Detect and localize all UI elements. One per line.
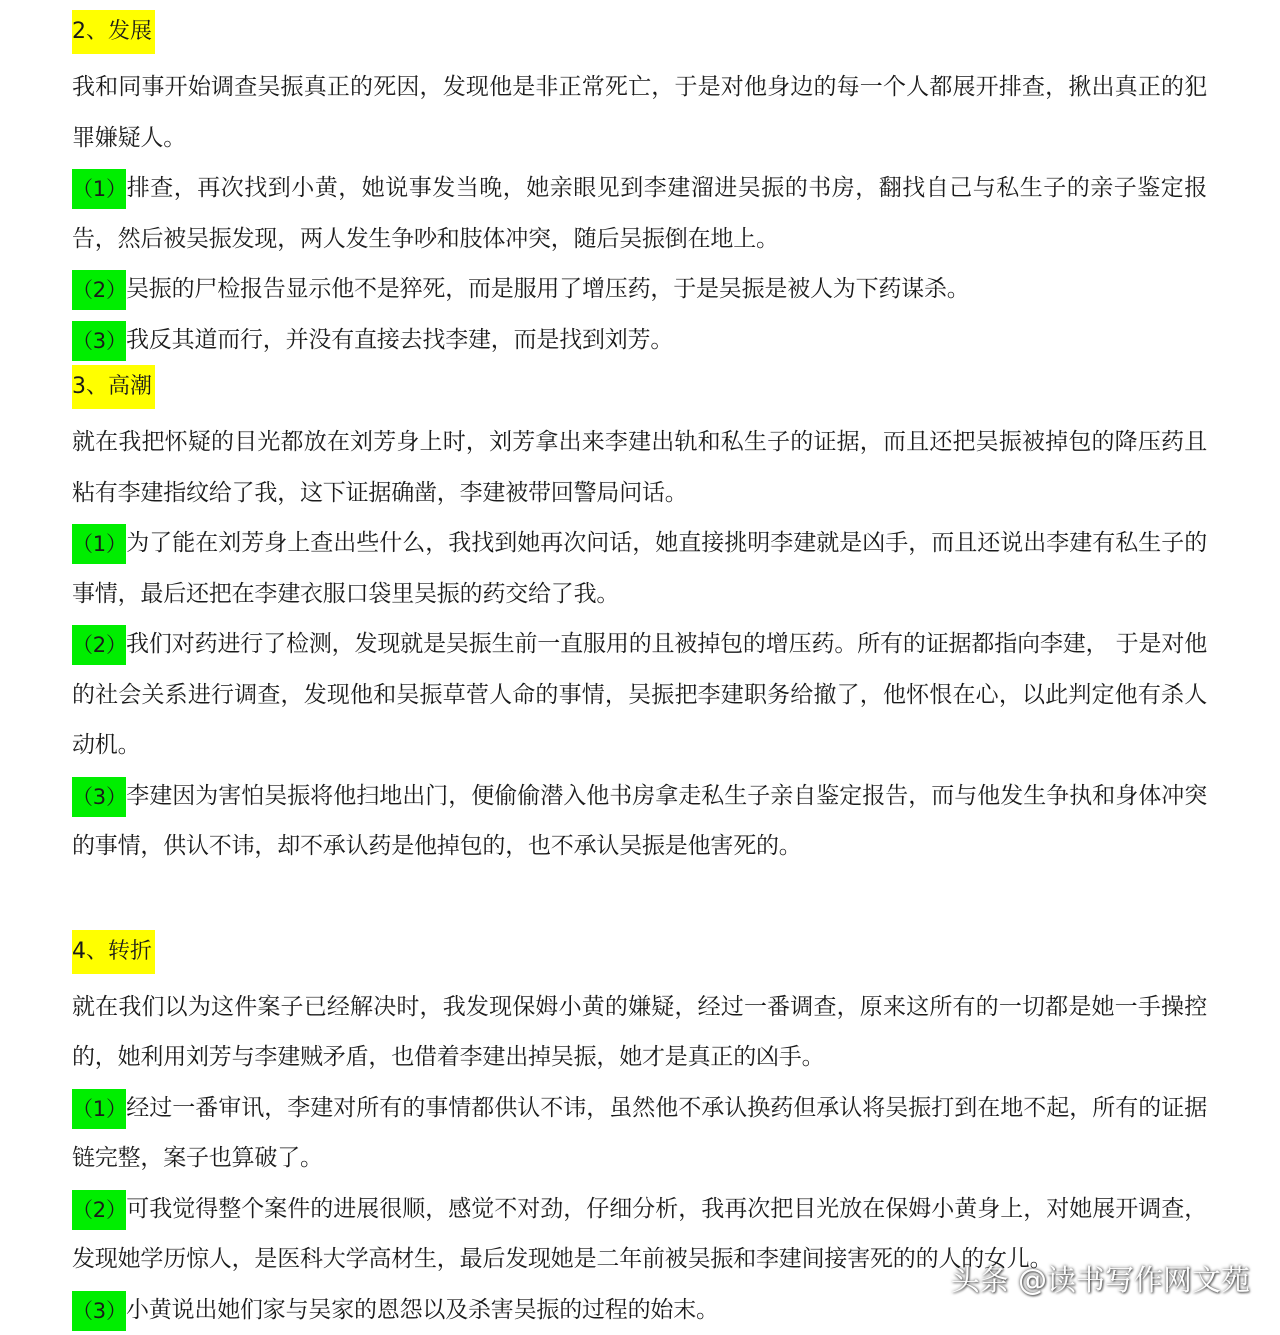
item-text: 经过一番审讯，李建对所有的事情都供认不讳，虽然他不承认换药但承认将吴振打到在地不起，所有的证据链完整，案子也算破了。 bbox=[72, 1095, 1207, 1172]
heading-highlight: 4、转折 bbox=[72, 930, 155, 974]
item-number-tag: （2） bbox=[72, 625, 126, 665]
list-item bbox=[72, 619, 1207, 771]
section-intro: 就在我把怀疑的目光都放在刘芳身上时，刘芳拿出来李建出轨和私生子的证据，而且还把吴振被掉包的降压药且粘有李建指纹给了我，这下证据确凿，李建被带回警局问话。 bbox=[72, 417, 1207, 518]
item-text: 可我觉得整个案件的进展很顺，感觉不对劲，仔细分析，我再次把目光放在保姆小黄身上，对她展开调查，发现她学历惊人，是医科大学高材生，最后发现她是二年前被吴振和李建间接害死的的人的女儿。 bbox=[72, 1196, 1207, 1273]
item-number-tag: （2） bbox=[72, 270, 126, 310]
item-text: 吴振的尸检报告显示他不是猝死，而是服用了增压药，于是吴振是被人为下药谋杀。 bbox=[126, 276, 970, 302]
heading-highlight: 2、发展 bbox=[72, 10, 155, 54]
blank-line bbox=[72, 872, 1207, 930]
heading-highlight: 3、高潮 bbox=[72, 365, 155, 409]
watermark-text: 头条 @读书写作网文苑 bbox=[951, 1258, 1250, 1299]
list-item bbox=[72, 315, 1207, 366]
item-number-tag: （3） bbox=[72, 1291, 126, 1331]
list-item bbox=[72, 163, 1207, 264]
item-number-tag: （2） bbox=[72, 1190, 126, 1230]
item-text: 为了能在刘芳身上查出些什么，我找到她再次问话，她直接挑明李建就是凶手，而且还说出李建有私生子的事情，最后还把在李建衣服口袋里吴振的药交给了我。 bbox=[72, 530, 1207, 607]
section-development bbox=[72, 10, 1207, 365]
section-intro: 我和同事开始调查吴振真正的死因，发现他是非正常死亡，于是对他身边的每一个人都展开排查，揪出真正的犯罪嫌疑人。 bbox=[72, 62, 1207, 163]
item-text: 排查，再次找到小黄，她说事发当晚，她亲眼见到李建溜进吴振的书房，翻找自己与私生子的亲子鉴定报告，然后被吴振发现，两人发生争吵和肢体冲突，随后吴振倒在地上。 bbox=[72, 175, 1207, 252]
item-number-tag: （3） bbox=[72, 321, 126, 361]
section-heading bbox=[72, 365, 1207, 409]
item-text: 小黄说出她们家与吴家的恩怨以及杀害吴振的过程的始末。 bbox=[126, 1297, 719, 1323]
item-number-tag: （3） bbox=[72, 777, 126, 817]
section-climax bbox=[72, 365, 1207, 872]
item-number-tag: （1） bbox=[72, 1089, 126, 1129]
document-body bbox=[72, 10, 1207, 1335]
section-heading bbox=[72, 10, 1207, 54]
item-number-tag: （1） bbox=[72, 524, 126, 564]
item-text: 我们对药进行了检测，发现就是吴振生前一直服用的且被掉包的增压药。所有的证据都指向李建， 于是对他的社会关系进行调查，发现他和吴振草菅人命的事情，吴振把李建职务给撤了，他怀恨在心，以此判定他有杀人动机。 bbox=[72, 631, 1207, 758]
list-item bbox=[72, 518, 1207, 619]
item-text: 李建因为害怕吴振将他扫地出门，便偷偷潜入他书房拿走私生子亲自鉴定报告，而与他发生争执和身体冲突的事情，供认不讳，却不承认药是他掉包的，也不承认吴振是他害死的。 bbox=[72, 783, 1207, 860]
section-heading bbox=[72, 930, 1207, 974]
list-item bbox=[72, 264, 1207, 315]
section-intro: 就在我们以为这件案子已经解决时，我发现保姆小黄的嫌疑，经过一番调查，原来这所有的一切都是她一手操控的，她利用刘芳与李建贼矛盾，也借着李建出掉吴振，她才是真正的凶手。 bbox=[72, 982, 1207, 1083]
item-text: 我反其道而行，并没有直接去找李建，而是找到刘芳。 bbox=[126, 327, 673, 353]
list-item bbox=[72, 771, 1207, 872]
list-item bbox=[72, 1083, 1207, 1184]
item-number-tag: （1） bbox=[72, 169, 126, 209]
